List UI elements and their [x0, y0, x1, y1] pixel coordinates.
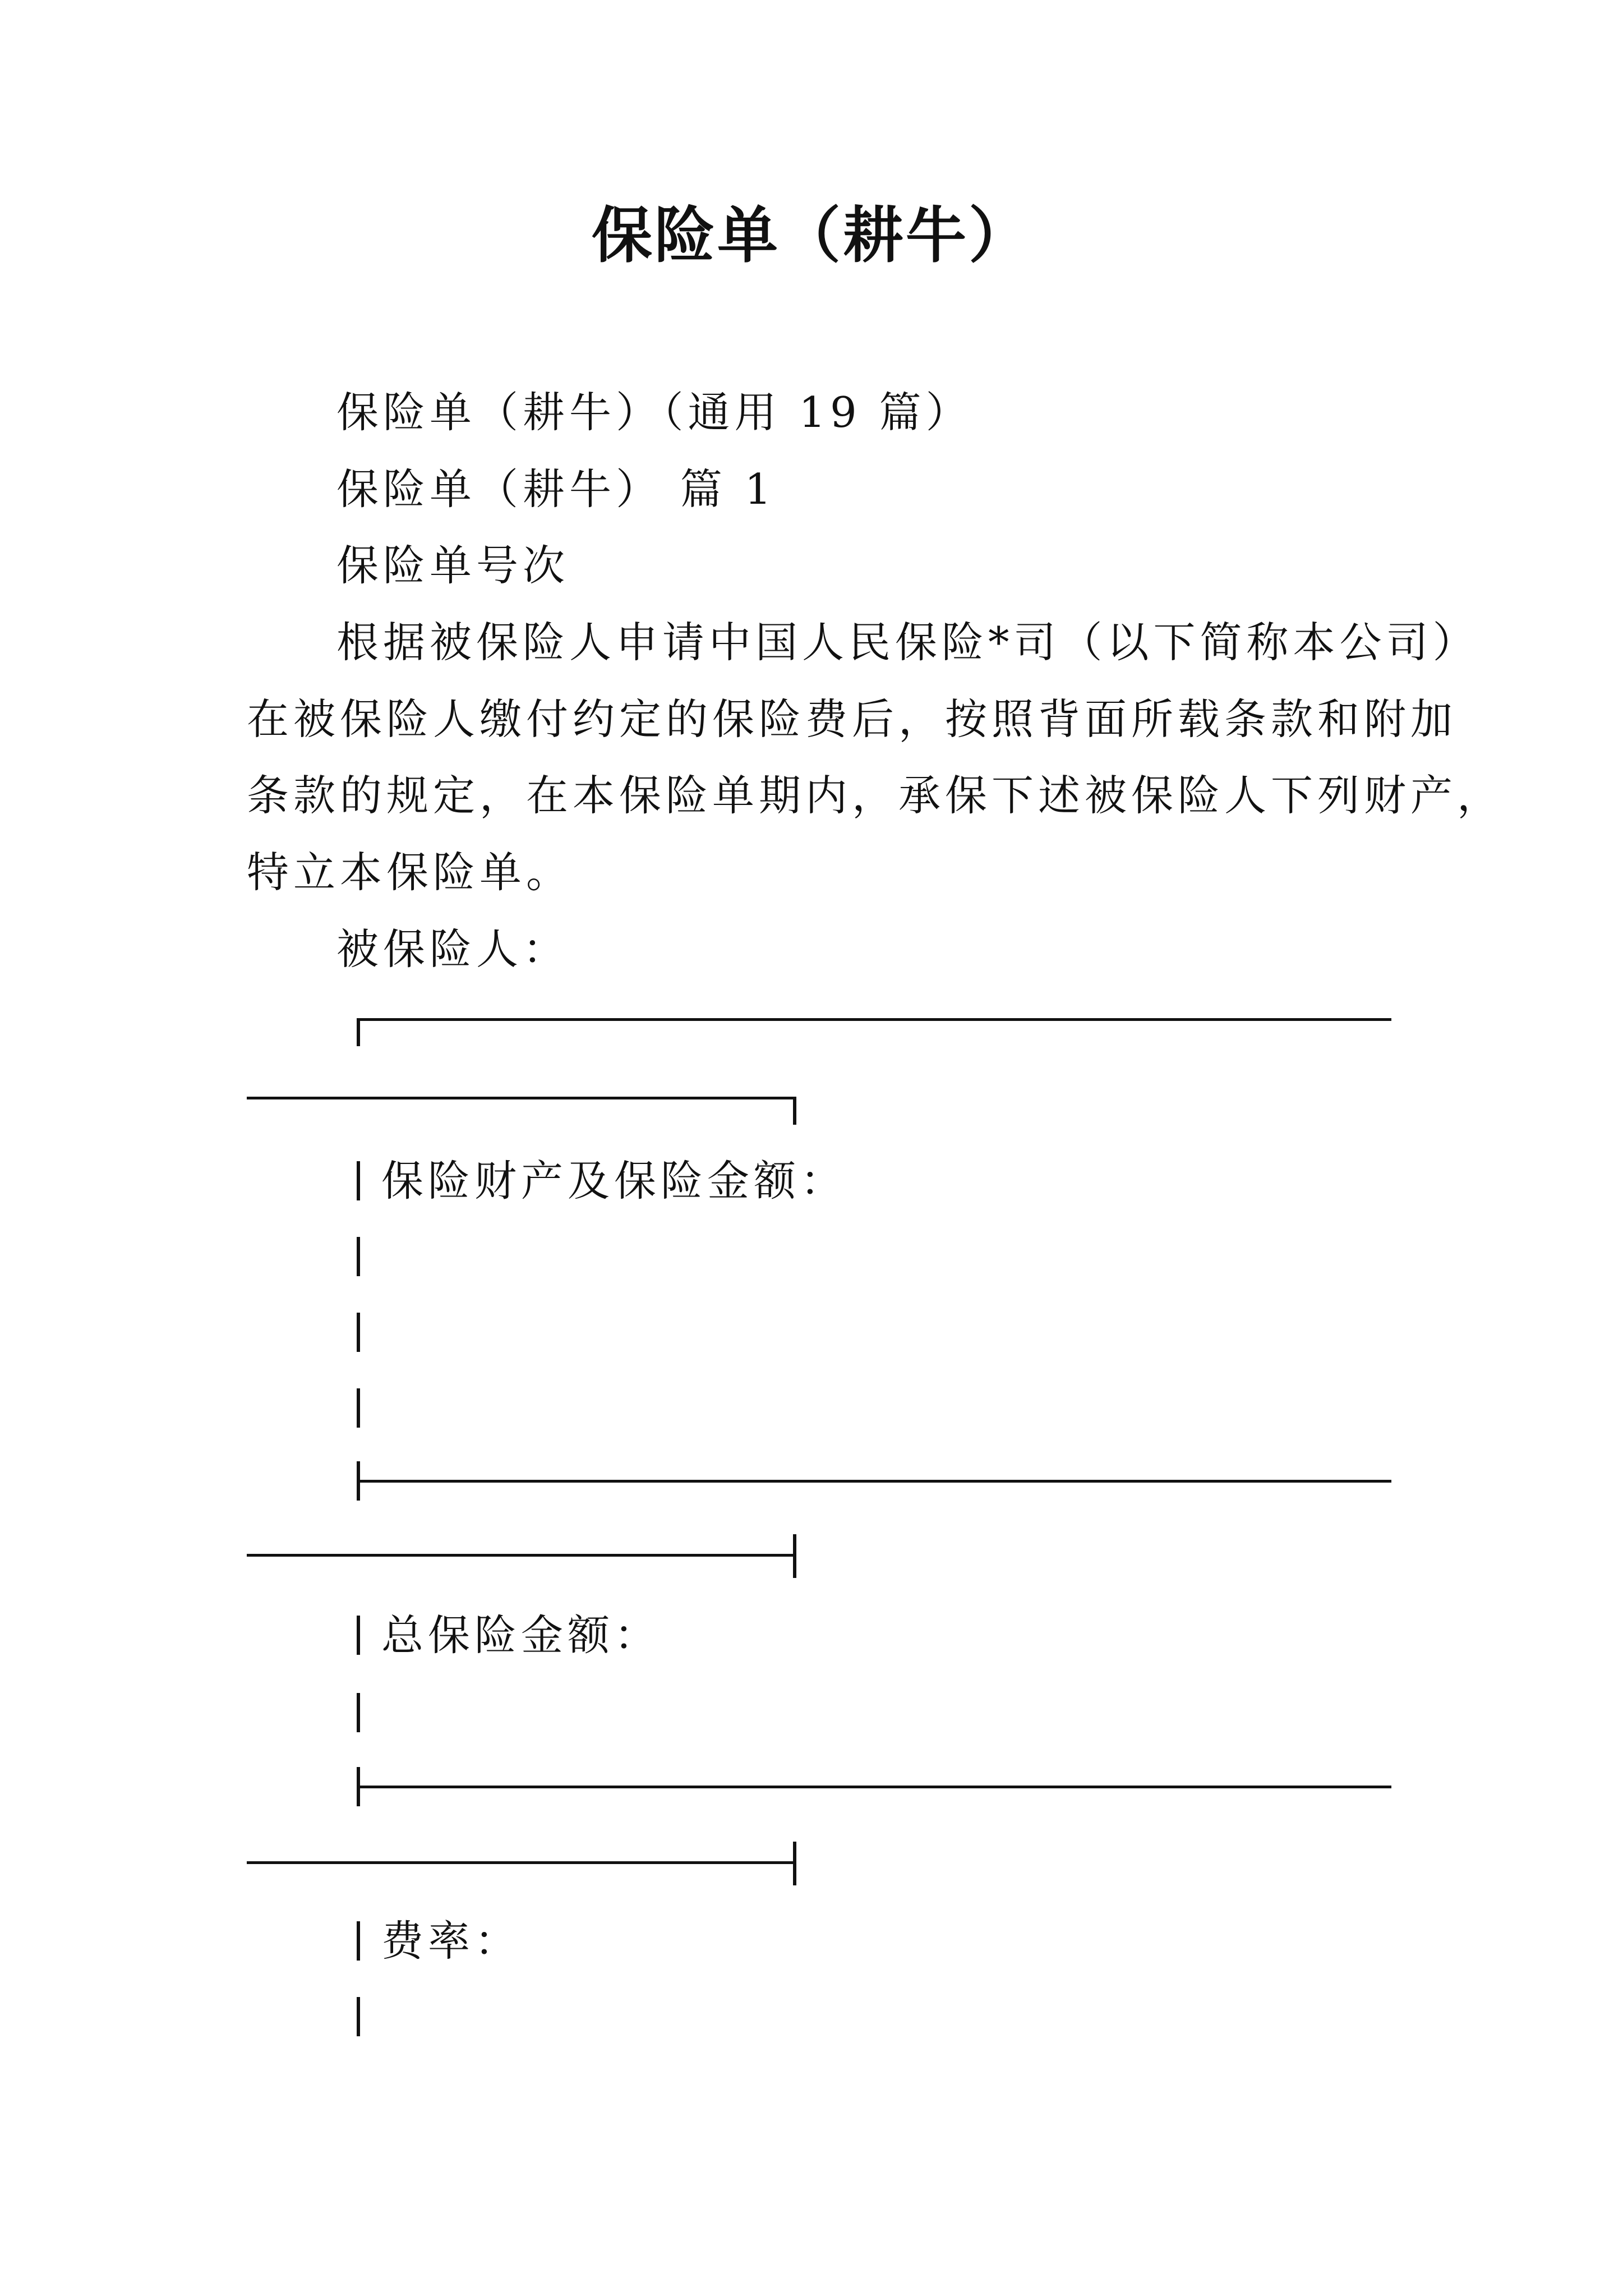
- body-line-3: 条款的规定，在本保险单期内，承保下述被保险人下列财产，: [247, 771, 1504, 820]
- document-subtitle: 保险单（耕牛）（通用 19 篇）: [336, 388, 972, 437]
- total-amount-label: 总保险金额：: [381, 1611, 661, 1660]
- body-line-1: 根据被保险人申请中国人民保险*司（以下简称本公司）: [336, 618, 1479, 667]
- table-left-border: [357, 1921, 360, 1961]
- table-left-border: [357, 1313, 360, 1352]
- rate-label: 费率：: [381, 1916, 522, 1966]
- body-line-4: 特立本保险单。: [247, 848, 573, 897]
- table-left-border: [357, 1997, 360, 2036]
- table-left-border: [357, 1388, 360, 1428]
- body-line-2: 在被保险人缴付约定的保险费后，按照背面所载条款和附加: [247, 694, 1458, 744]
- table-left-border: [357, 1161, 360, 1200]
- table-left-border: [357, 1237, 360, 1276]
- table-left-border: [357, 1693, 360, 1732]
- policy-number-label: 保险单号次: [336, 541, 570, 590]
- property-amount-label: 保险财产及保险金额：: [381, 1156, 847, 1205]
- table-left-border: [357, 1616, 360, 1655]
- section-heading: 保险单（耕牛） 篇 1: [336, 464, 776, 514]
- document-title: 保险单（耕牛）: [591, 200, 1031, 271]
- insured-label: 被保险人：: [336, 924, 570, 974]
